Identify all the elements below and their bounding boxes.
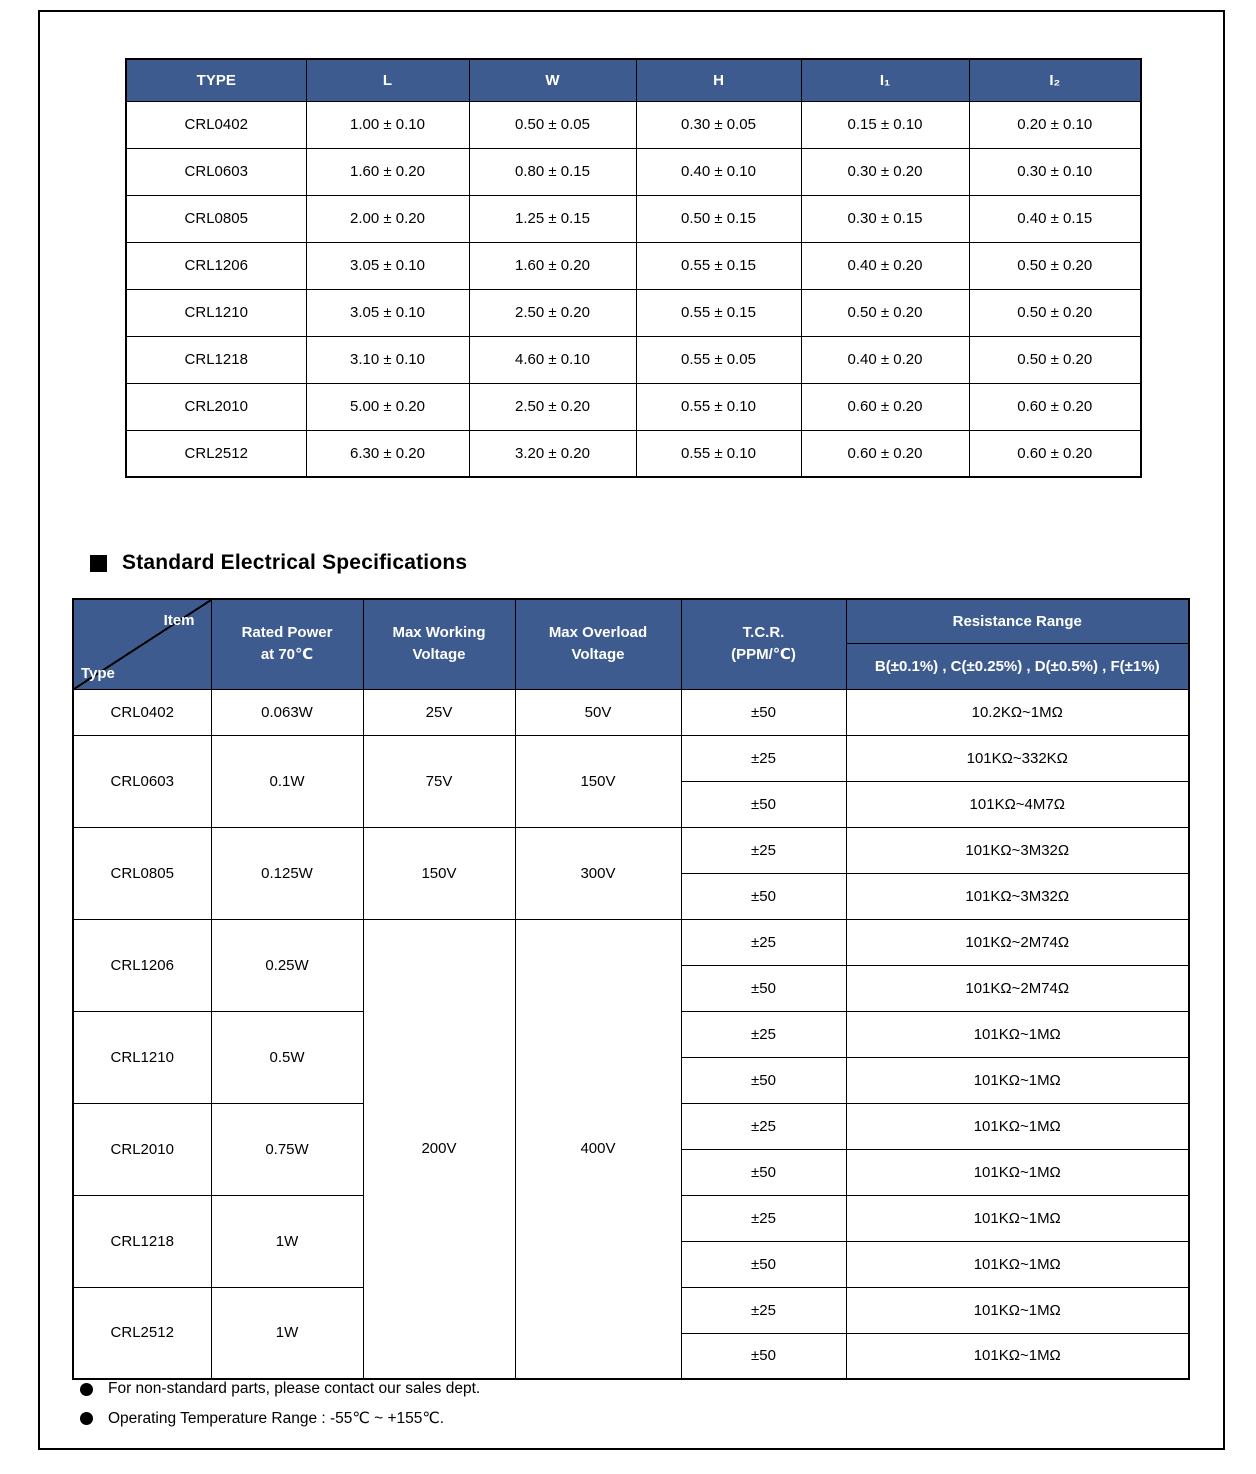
spec-header-row-1 [73,599,1189,643]
footnote-nonstandard-text: For non-standard parts, please contact our sales dept. [108,1380,481,1397]
footnote-operating-temp [80,1409,480,1428]
dim-row [126,289,1141,336]
corner-label-item: Item [163,612,195,629]
section-title [90,551,467,575]
section-title-text: Standard Electrical Specifications [122,551,468,574]
dim-row [126,101,1141,148]
spec-tcr-cell: ±25 [681,827,846,873]
spec-tcr-cell: ±50 [681,1149,846,1195]
spec-resistance-range-cell: 101KΩ~4M7Ω [846,781,1189,827]
dim-type-cell: CRL1218 [126,336,306,383]
spec-header-max-working-line2: Voltage [412,646,466,664]
dim-header-4: I₁ [801,59,969,101]
dimensions-table-body [126,101,1141,477]
dim-value-cell: 0.30 ± 0.10 [969,148,1141,195]
spec-tcr-cell: ±25 [681,1195,846,1241]
spec-tcr-cell: ±50 [681,689,846,735]
spec-tcr-cell: ±50 [681,873,846,919]
spec-resistance-range-cell: 101KΩ~1MΩ [846,1333,1189,1379]
spec-row [73,827,1189,873]
spec-header-max-overload-line1: Max Overload [548,624,648,642]
spec-tcr-cell: ±25 [681,919,846,965]
spec-tcr-cell: ±50 [681,1241,846,1287]
dim-value-cell: 0.55 ± 0.10 [636,383,801,430]
dim-row [126,148,1141,195]
dim-value-cell: 2.00 ± 0.20 [306,195,469,242]
dim-value-cell: 3.05 ± 0.10 [306,289,469,336]
footnotes [80,1380,480,1439]
dim-row [126,336,1141,383]
spec-resistance-range-cell: 101KΩ~1MΩ [846,1011,1189,1057]
spec-header-tcr-line2: (PPM/℃) [731,646,796,664]
dim-type-cell: CRL0402 [126,101,306,148]
dim-header-3: H [636,59,801,101]
dim-value-cell: 3.20 ± 0.20 [469,430,636,477]
dim-value-cell: 0.30 ± 0.20 [801,148,969,195]
spec-power-cell: 0.063W [211,689,363,735]
dim-value-cell: 0.60 ± 0.20 [969,430,1141,477]
dim-value-cell: 0.30 ± 0.15 [801,195,969,242]
dim-value-cell: 0.60 ± 0.20 [969,383,1141,430]
bullet-icon [80,1383,93,1396]
spec-type-cell: CRL1218 [73,1195,211,1287]
spec-resistance-range-cell: 101KΩ~1MΩ [846,1057,1189,1103]
spec-resistance-range-cell: 101KΩ~1MΩ [846,1287,1189,1333]
spec-overload-voltage-cell: 50V [515,689,681,735]
spec-header-resistance-range: Resistance Range [846,599,1189,643]
spec-table-header [73,599,1189,689]
spec-tcr-cell: ±25 [681,1103,846,1149]
spec-header-rated-power [211,599,363,689]
spec-tcr-cell: ±50 [681,1057,846,1103]
spec-power-cell: 1W [211,1195,363,1287]
dim-value-cell: 1.60 ± 0.20 [306,148,469,195]
dim-value-cell: 5.00 ± 0.20 [306,383,469,430]
spec-corner-cell [73,599,211,689]
dim-value-cell: 2.50 ± 0.20 [469,383,636,430]
spec-tcr-cell: ±50 [681,965,846,1011]
dim-value-cell: 0.50 ± 0.15 [636,195,801,242]
dim-value-cell: 1.00 ± 0.10 [306,101,469,148]
spec-row [73,735,1189,781]
spec-resistance-range-cell: 101KΩ~332KΩ [846,735,1189,781]
spec-header-rated-power-line1: Rated Power [241,624,333,642]
spec-type-cell: CRL1206 [73,919,211,1011]
spec-working-voltage-cell: 25V [363,689,515,735]
dim-type-cell: CRL0805 [126,195,306,242]
section-marker-icon [90,555,107,572]
footnote-operating-temp-text: Operating Temperature Range : -55℃ ~ +155℃. [108,1410,445,1427]
spec-resistance-range-cell: 101KΩ~2M74Ω [846,919,1189,965]
dim-value-cell: 0.55 ± 0.10 [636,430,801,477]
dimensions-table [125,58,1142,478]
spec-tcr-cell: ±25 [681,1011,846,1057]
spec-resistance-range-cell: 101KΩ~2M74Ω [846,965,1189,1011]
spec-resistance-range-cell: 101KΩ~3M32Ω [846,873,1189,919]
dim-value-cell: 0.40 ± 0.10 [636,148,801,195]
dim-value-cell: 3.10 ± 0.10 [306,336,469,383]
spec-working-voltage-cell: 150V [363,827,515,919]
spec-table [72,598,1190,1380]
spec-header-max-overload-line2: Voltage [571,646,625,664]
dim-value-cell: 0.50 ± 0.05 [469,101,636,148]
dim-type-cell: CRL1206 [126,242,306,289]
dim-value-cell: 0.60 ± 0.20 [801,383,969,430]
spec-power-cell: 0.1W [211,735,363,827]
dim-value-cell: 3.05 ± 0.10 [306,242,469,289]
spec-resistance-range-cell: 101KΩ~1MΩ [846,1241,1189,1287]
dim-row [126,242,1141,289]
spec-tcr-cell: ±50 [681,781,846,827]
dim-header-0: TYPE [126,59,306,101]
dim-value-cell: 2.50 ± 0.20 [469,289,636,336]
spec-type-cell: CRL1210 [73,1011,211,1103]
dim-type-cell: CRL0603 [126,148,306,195]
spec-type-cell: CRL0603 [73,735,211,827]
dim-value-cell: 0.40 ± 0.20 [801,242,969,289]
spec-power-cell: 0.125W [211,827,363,919]
dim-value-cell: 0.40 ± 0.15 [969,195,1141,242]
dim-row [126,383,1141,430]
dim-type-cell: CRL1210 [126,289,306,336]
dim-type-cell: CRL2010 [126,383,306,430]
dim-value-cell: 0.40 ± 0.20 [801,336,969,383]
spec-working-voltage-cell: 200V [363,919,515,1379]
dim-value-cell: 0.50 ± 0.20 [969,289,1141,336]
spec-type-cell: CRL2010 [73,1103,211,1195]
spec-overload-voltage-cell: 150V [515,735,681,827]
bullet-icon [80,1412,93,1425]
spec-tcr-cell: ±25 [681,735,846,781]
spec-working-voltage-cell: 75V [363,735,515,827]
dim-value-cell: 0.20 ± 0.10 [969,101,1141,148]
dim-header-2: W [469,59,636,101]
spec-resistance-range-cell: 101KΩ~1MΩ [846,1103,1189,1149]
spec-header-resistance-classes: B(±0.1%) , C(±0.25%) , D(±0.5%) , F(±1%) [846,643,1189,689]
dim-header-1: L [306,59,469,101]
spec-power-cell: 0.25W [211,919,363,1011]
spec-type-cell: CRL0402 [73,689,211,735]
dim-value-cell: 1.60 ± 0.20 [469,242,636,289]
dim-value-cell: 0.55 ± 0.05 [636,336,801,383]
spec-header-tcr [681,599,846,689]
dim-value-cell: 0.15 ± 0.10 [801,101,969,148]
dim-value-cell: 0.50 ± 0.20 [969,242,1141,289]
dim-row [126,195,1141,242]
dim-value-cell: 0.55 ± 0.15 [636,289,801,336]
dim-value-cell: 0.80 ± 0.15 [469,148,636,195]
spec-power-cell: 1W [211,1287,363,1379]
dim-value-cell: 0.50 ± 0.20 [801,289,969,336]
spec-header-max-working-line1: Max Working [392,624,486,642]
dim-value-cell: 0.50 ± 0.20 [969,336,1141,383]
footnote-nonstandard [80,1380,480,1398]
spec-row [73,919,1189,965]
dim-value-cell: 6.30 ± 0.20 [306,430,469,477]
corner-label-type: Type [81,664,115,682]
spec-type-cell: CRL2512 [73,1287,211,1379]
dimensions-header-row [126,59,1141,101]
dim-value-cell: 0.55 ± 0.15 [636,242,801,289]
spec-row [73,689,1189,735]
spec-header-max-working-voltage [363,599,515,689]
spec-power-cell: 0.75W [211,1103,363,1195]
dim-value-cell: 0.60 ± 0.20 [801,430,969,477]
spec-type-cell: CRL0805 [73,827,211,919]
spec-header-tcr-line1: T.C.R. [742,624,785,642]
spec-resistance-range-cell: 101KΩ~3M32Ω [846,827,1189,873]
spec-table-body [73,689,1189,1379]
spec-resistance-range-cell: 101KΩ~1MΩ [846,1149,1189,1195]
spec-tcr-cell: ±25 [681,1287,846,1333]
dim-header-5: I₂ [969,59,1141,101]
spec-overload-voltage-cell: 400V [515,919,681,1379]
dim-value-cell: 0.30 ± 0.05 [636,101,801,148]
spec-tcr-cell: ±50 [681,1333,846,1379]
dim-value-cell: 1.25 ± 0.15 [469,195,636,242]
dim-value-cell: 4.60 ± 0.10 [469,336,636,383]
dim-type-cell: CRL2512 [126,430,306,477]
spec-header-rated-power-line2: at 70℃ [260,646,314,664]
spec-resistance-range-cell: 10.2KΩ~1MΩ [846,689,1189,735]
spec-header-max-overload-voltage [515,599,681,689]
spec-overload-voltage-cell: 300V [515,827,681,919]
dim-row [126,430,1141,477]
dimensions-table-header [126,59,1141,101]
spec-power-cell: 0.5W [211,1011,363,1103]
spec-resistance-range-cell: 101KΩ~1MΩ [846,1195,1189,1241]
